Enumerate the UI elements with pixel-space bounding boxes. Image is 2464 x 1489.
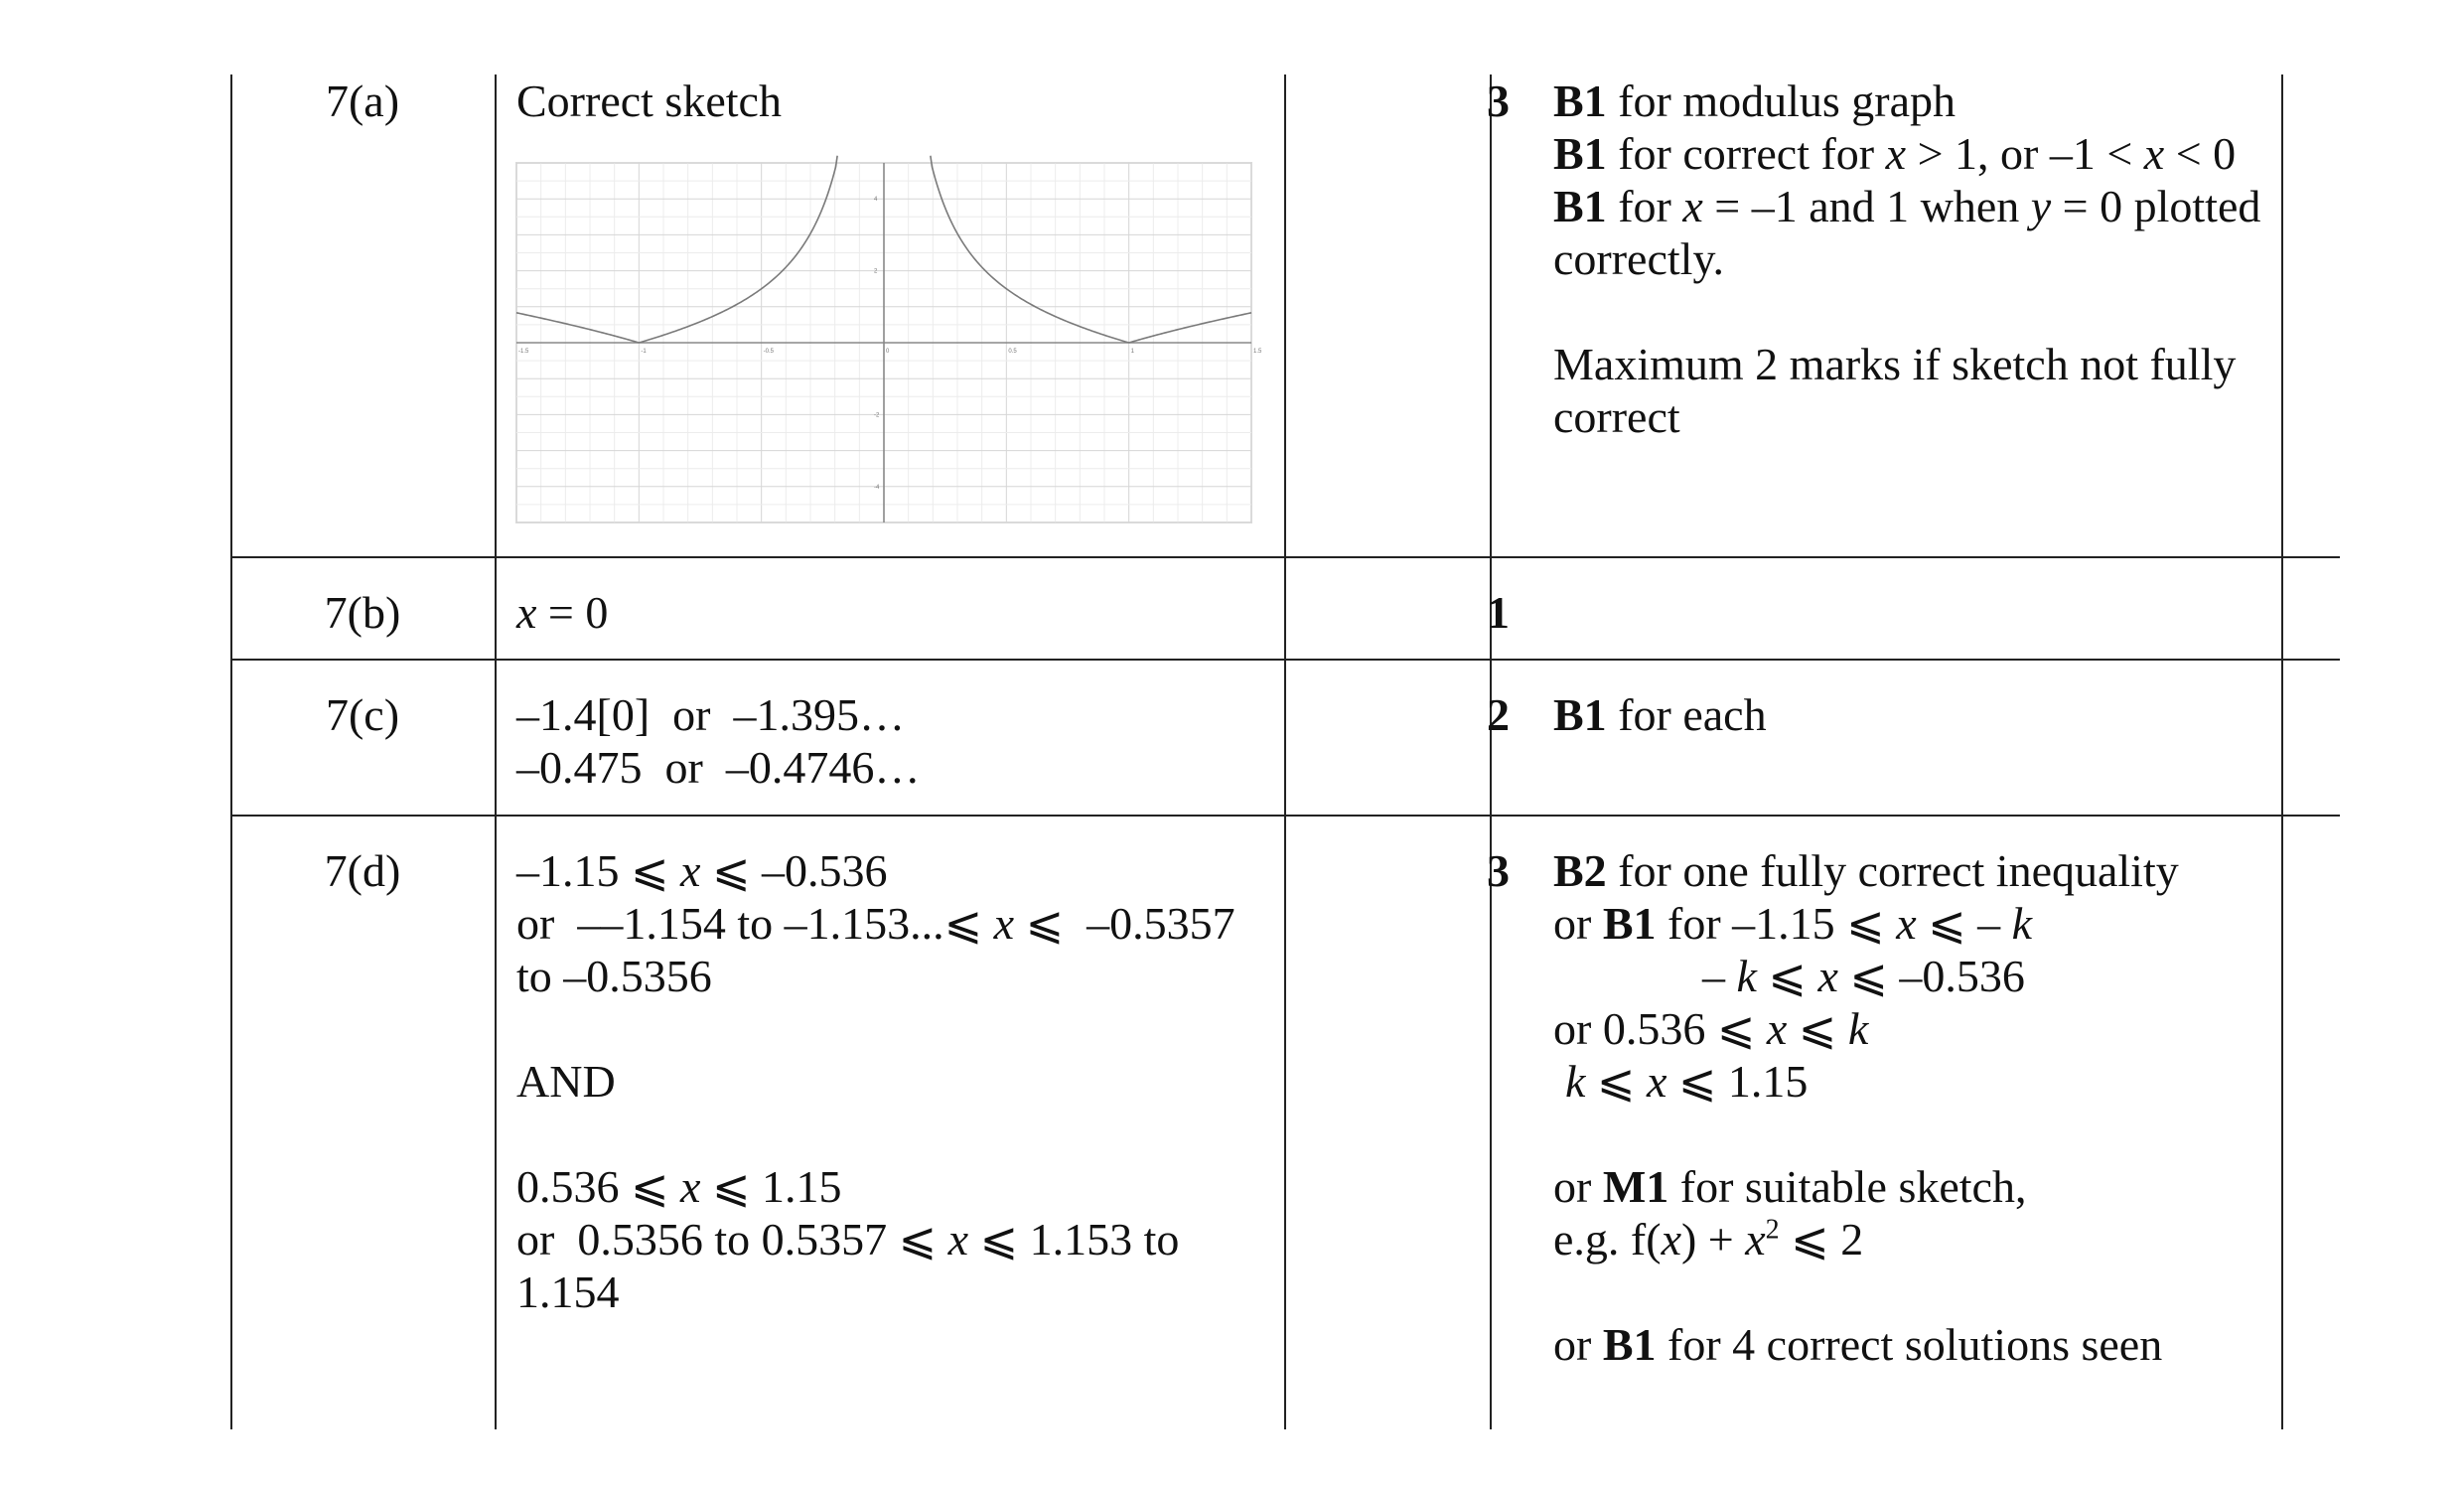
y-tick-label: 4 [874, 197, 878, 204]
guidance-line [1553, 74, 2340, 127]
mark-code: B1 [1553, 181, 1607, 231]
guidance-line: or M1 for suitable sketch, [1553, 1161, 2027, 1212]
mark-scheme-table [230, 74, 2283, 1397]
variable: y [2030, 181, 2052, 231]
mark-code: B1 [1602, 898, 1657, 949]
variable: x [516, 587, 537, 638]
variable: k [1565, 1056, 1586, 1107]
variable: x [1817, 951, 1838, 1001]
guidance-text: = –1 and 1 when [1702, 181, 2031, 231]
mark-code: B1 [1553, 689, 1607, 740]
table-row [230, 557, 2340, 660]
guidance-line: or 0.536 ⩽ x ⩽ k [1553, 1003, 1869, 1054]
x-tick-label: 0.5 [1008, 349, 1017, 355]
guidance-text: for modulus graph [1606, 75, 1957, 126]
variable: x [1745, 1214, 1766, 1265]
table-row [230, 74, 2340, 557]
answer-text: Correct sketch [516, 75, 782, 126]
mark-code: B2 [1553, 845, 1607, 896]
exponent: 2 [1765, 1214, 1780, 1246]
answer-cell [495, 74, 1304, 557]
guidance-text: > 1, or –1 < [1906, 128, 2144, 179]
table-row [230, 816, 2340, 1397]
table-row [230, 660, 2340, 816]
variable: x [2143, 128, 2165, 179]
guidance-line: correct [1553, 391, 1680, 442]
variable: x [1646, 1056, 1667, 1107]
part-label: 7(b) [230, 557, 495, 660]
part-label: 7(c) [230, 660, 495, 816]
guidance-line: k ⩽ x ⩽ 1.15 [1565, 1056, 1809, 1107]
guidance-line: or B1 for 4 correct solutions seen [1553, 1319, 2163, 1370]
answer-cell [495, 557, 1304, 660]
guidance-line: e.g. $f(x) + x^2$ ⩽ 2 [1553, 1214, 1864, 1265]
guidance-line [1553, 180, 2340, 232]
guidance-text: for correct for [1606, 128, 1886, 179]
guidance-text: for each [1606, 689, 1767, 740]
answer-line: –1.4[0] or –1.395… [516, 689, 905, 740]
mark-code: B1 [1602, 1319, 1657, 1370]
variable: x [1896, 898, 1917, 949]
variable: k [1736, 951, 1757, 1001]
modulus-graph-svg [516, 163, 1262, 522]
variable: k [2011, 898, 2033, 949]
variable: x [680, 1161, 701, 1212]
variable: x [947, 1214, 969, 1265]
answer-line: or ––1.154 to –1.153...⩽ x ⩽ –0.5357 [516, 898, 1235, 949]
guidance-text: < 0 [2164, 128, 2237, 179]
variable: k [1847, 1003, 1869, 1054]
mark-cell: 1 [1304, 557, 1531, 660]
guidance-cell [1531, 74, 2340, 557]
part-label: 7(a) [325, 75, 400, 126]
answer-line: 1.154 [516, 1266, 620, 1317]
guidance-cell [1531, 557, 2340, 660]
guidance-line: B2 for one fully correct inequality [1553, 845, 2179, 896]
y-tick-label: 2 [874, 268, 878, 275]
answer-line: AND [516, 1056, 616, 1107]
variable: x [1885, 128, 1907, 179]
answer-line: –1.15 ⩽ x ⩽ –0.536 [516, 845, 888, 896]
guidance-line: or B1 for –1.15 ⩽ x ⩽ – k [1553, 898, 2033, 949]
mark-code: B1 [1553, 75, 1607, 126]
guidance-line: – k ⩽ x ⩽ –0.536 [1702, 951, 2025, 1001]
answer-cell [495, 816, 1304, 1397]
variable: x [993, 898, 1015, 949]
mark-code: B1 [1553, 128, 1607, 179]
guidance-line: Maximum 2 marks if sketch not fully [1553, 339, 2237, 389]
guidance-cell [1531, 660, 2340, 816]
mark-code: M1 [1602, 1161, 1669, 1212]
part-label: 7(d) [230, 816, 495, 1397]
x-tick-label: -1.5 [518, 349, 529, 355]
answer-text: = 0 [536, 587, 609, 638]
x-tick-label: -1 [641, 349, 647, 355]
variable: x [1766, 1003, 1788, 1054]
guidance-line [1553, 127, 2340, 180]
answer-line: to –0.5356 [516, 951, 712, 1001]
variable: x [680, 845, 701, 896]
guidance-cell [1531, 816, 2340, 1397]
y-tick-label: -2 [874, 412, 880, 419]
guidance-line: correctly. [1553, 233, 1724, 284]
mark-cell: 2 [1304, 660, 1531, 816]
x-tick-label: 1.5 [1253, 349, 1262, 355]
y-tick-label: -4 [874, 484, 880, 491]
guidance-text: = 0 plotted [2051, 181, 2261, 231]
variable: x [1682, 181, 1703, 231]
x-tick-label: 0 [886, 349, 890, 355]
mark-cell: 3 [1487, 75, 1510, 126]
modulus-graph [516, 163, 1262, 522]
answer-line: 0.536 ⩽ x ⩽ 1.15 [516, 1161, 842, 1212]
answer-cell [495, 660, 1304, 816]
guidance-text: for [1606, 181, 1683, 231]
variable: x [1661, 1214, 1681, 1265]
answer-line: or 0.5356 to 0.5357 ⩽ x ⩽ 1.153 to [516, 1214, 1180, 1265]
answer-line: –0.475 or –0.4746… [516, 742, 921, 793]
x-tick-label: -0.5 [763, 349, 775, 355]
x-tick-label: 1 [1130, 349, 1135, 355]
mark-cell: 3 [1304, 816, 1531, 1397]
